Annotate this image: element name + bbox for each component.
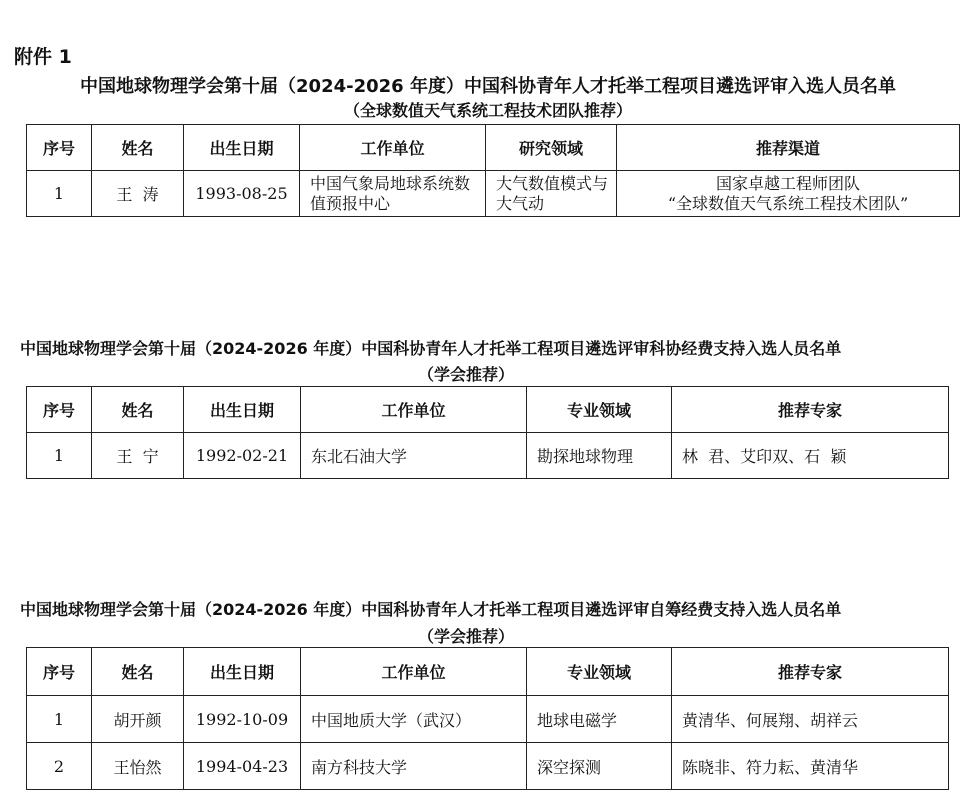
header-cell: 专业领域 (527, 387, 672, 433)
recommend-channel (617, 171, 960, 217)
section-2-table (26, 386, 949, 479)
header-cell: 出生日期 (184, 648, 301, 696)
recommending-experts: 黄清华、何展翔、胡祥云 (672, 696, 949, 743)
header-cell: 序号 (27, 125, 92, 171)
header-cell: 研究领域 (486, 125, 617, 171)
research-field: 大气数值模式与大气动 (486, 171, 617, 217)
row-number: 1 (27, 171, 92, 217)
channel-line-2: “全球数值天气系统工程技术团队” (667, 193, 909, 213)
channel-line-1: 国家卓越工程师团队 (715, 173, 860, 193)
work-unit: 南方科技大学 (301, 743, 527, 790)
birth-date: 1994-04-23 (184, 743, 301, 790)
header-cell: 工作单位 (300, 125, 486, 171)
table-header-row (27, 648, 949, 696)
header-cell: 推荐专家 (672, 387, 949, 433)
section-3-subtitle: （学会推荐） (417, 627, 514, 646)
work-unit: 中国气象局地球系统数值预报中心 (300, 171, 486, 217)
header-cell: 推荐专家 (672, 648, 949, 696)
row-number: 1 (27, 433, 92, 479)
header-cell: 姓名 (92, 125, 184, 171)
person-name: 王怡然 (92, 743, 184, 790)
header-cell: 工作单位 (301, 648, 527, 696)
table-header-row (27, 125, 960, 171)
section-3-table (26, 647, 949, 790)
header-cell: 姓名 (92, 648, 184, 696)
person-name: 王 涛 (92, 171, 184, 217)
birth-date: 1992-10-09 (184, 696, 301, 743)
attachment-label: 附件 1 (14, 46, 72, 68)
recommending-experts: 陈晓非、符力耘、黄清华 (672, 743, 949, 790)
section-3-title: 中国地球物理学会第十届（2024-2026 年度）中国科协青年人才托举工程项目遴选评审自筹经费支持入选人员名单 (20, 600, 842, 619)
header-cell: 专业领域 (527, 648, 672, 696)
birth-date: 1992-02-21 (184, 433, 301, 479)
table-row (27, 743, 949, 790)
table-header-row (27, 387, 949, 433)
header-cell: 工作单位 (301, 387, 527, 433)
specialty-field: 深空探测 (527, 743, 672, 790)
row-number: 1 (27, 696, 92, 743)
birth-date: 1993-08-25 (184, 171, 300, 217)
row-number: 2 (27, 743, 92, 790)
specialty-field: 勘探地球物理 (527, 433, 672, 479)
section-1-subtitle: （全球数值天气系统工程技术团队推荐） (343, 101, 632, 120)
header-cell: 序号 (27, 387, 92, 433)
work-unit: 中国地质大学（武汉） (301, 696, 527, 743)
section-2-title: 中国地球物理学会第十届（2024-2026 年度）中国科协青年人才托举工程项目遴选评审科协经费支持入选人员名单 (20, 339, 842, 358)
person-name: 胡开颜 (92, 696, 184, 743)
section-1-title: 中国地球物理学会第十届（2024-2026 年度）中国科协青年人才托举工程项目遴选评审入选人员名单 (80, 76, 896, 97)
section-1-table (26, 124, 960, 217)
header-cell: 推荐渠道 (617, 125, 960, 171)
specialty-field: 地球电磁学 (527, 696, 672, 743)
table-row (27, 433, 949, 479)
person-name: 王 宁 (92, 433, 184, 479)
table-row (27, 171, 960, 217)
header-cell: 出生日期 (184, 125, 300, 171)
header-cell: 姓名 (92, 387, 184, 433)
work-unit: 东北石油大学 (301, 433, 527, 479)
recommending-experts: 林 君、艾印双、石 颖 (672, 433, 949, 479)
section-2-subtitle: （学会推荐） (417, 365, 514, 384)
header-cell: 序号 (27, 648, 92, 696)
table-row (27, 696, 949, 743)
header-cell: 出生日期 (184, 387, 301, 433)
